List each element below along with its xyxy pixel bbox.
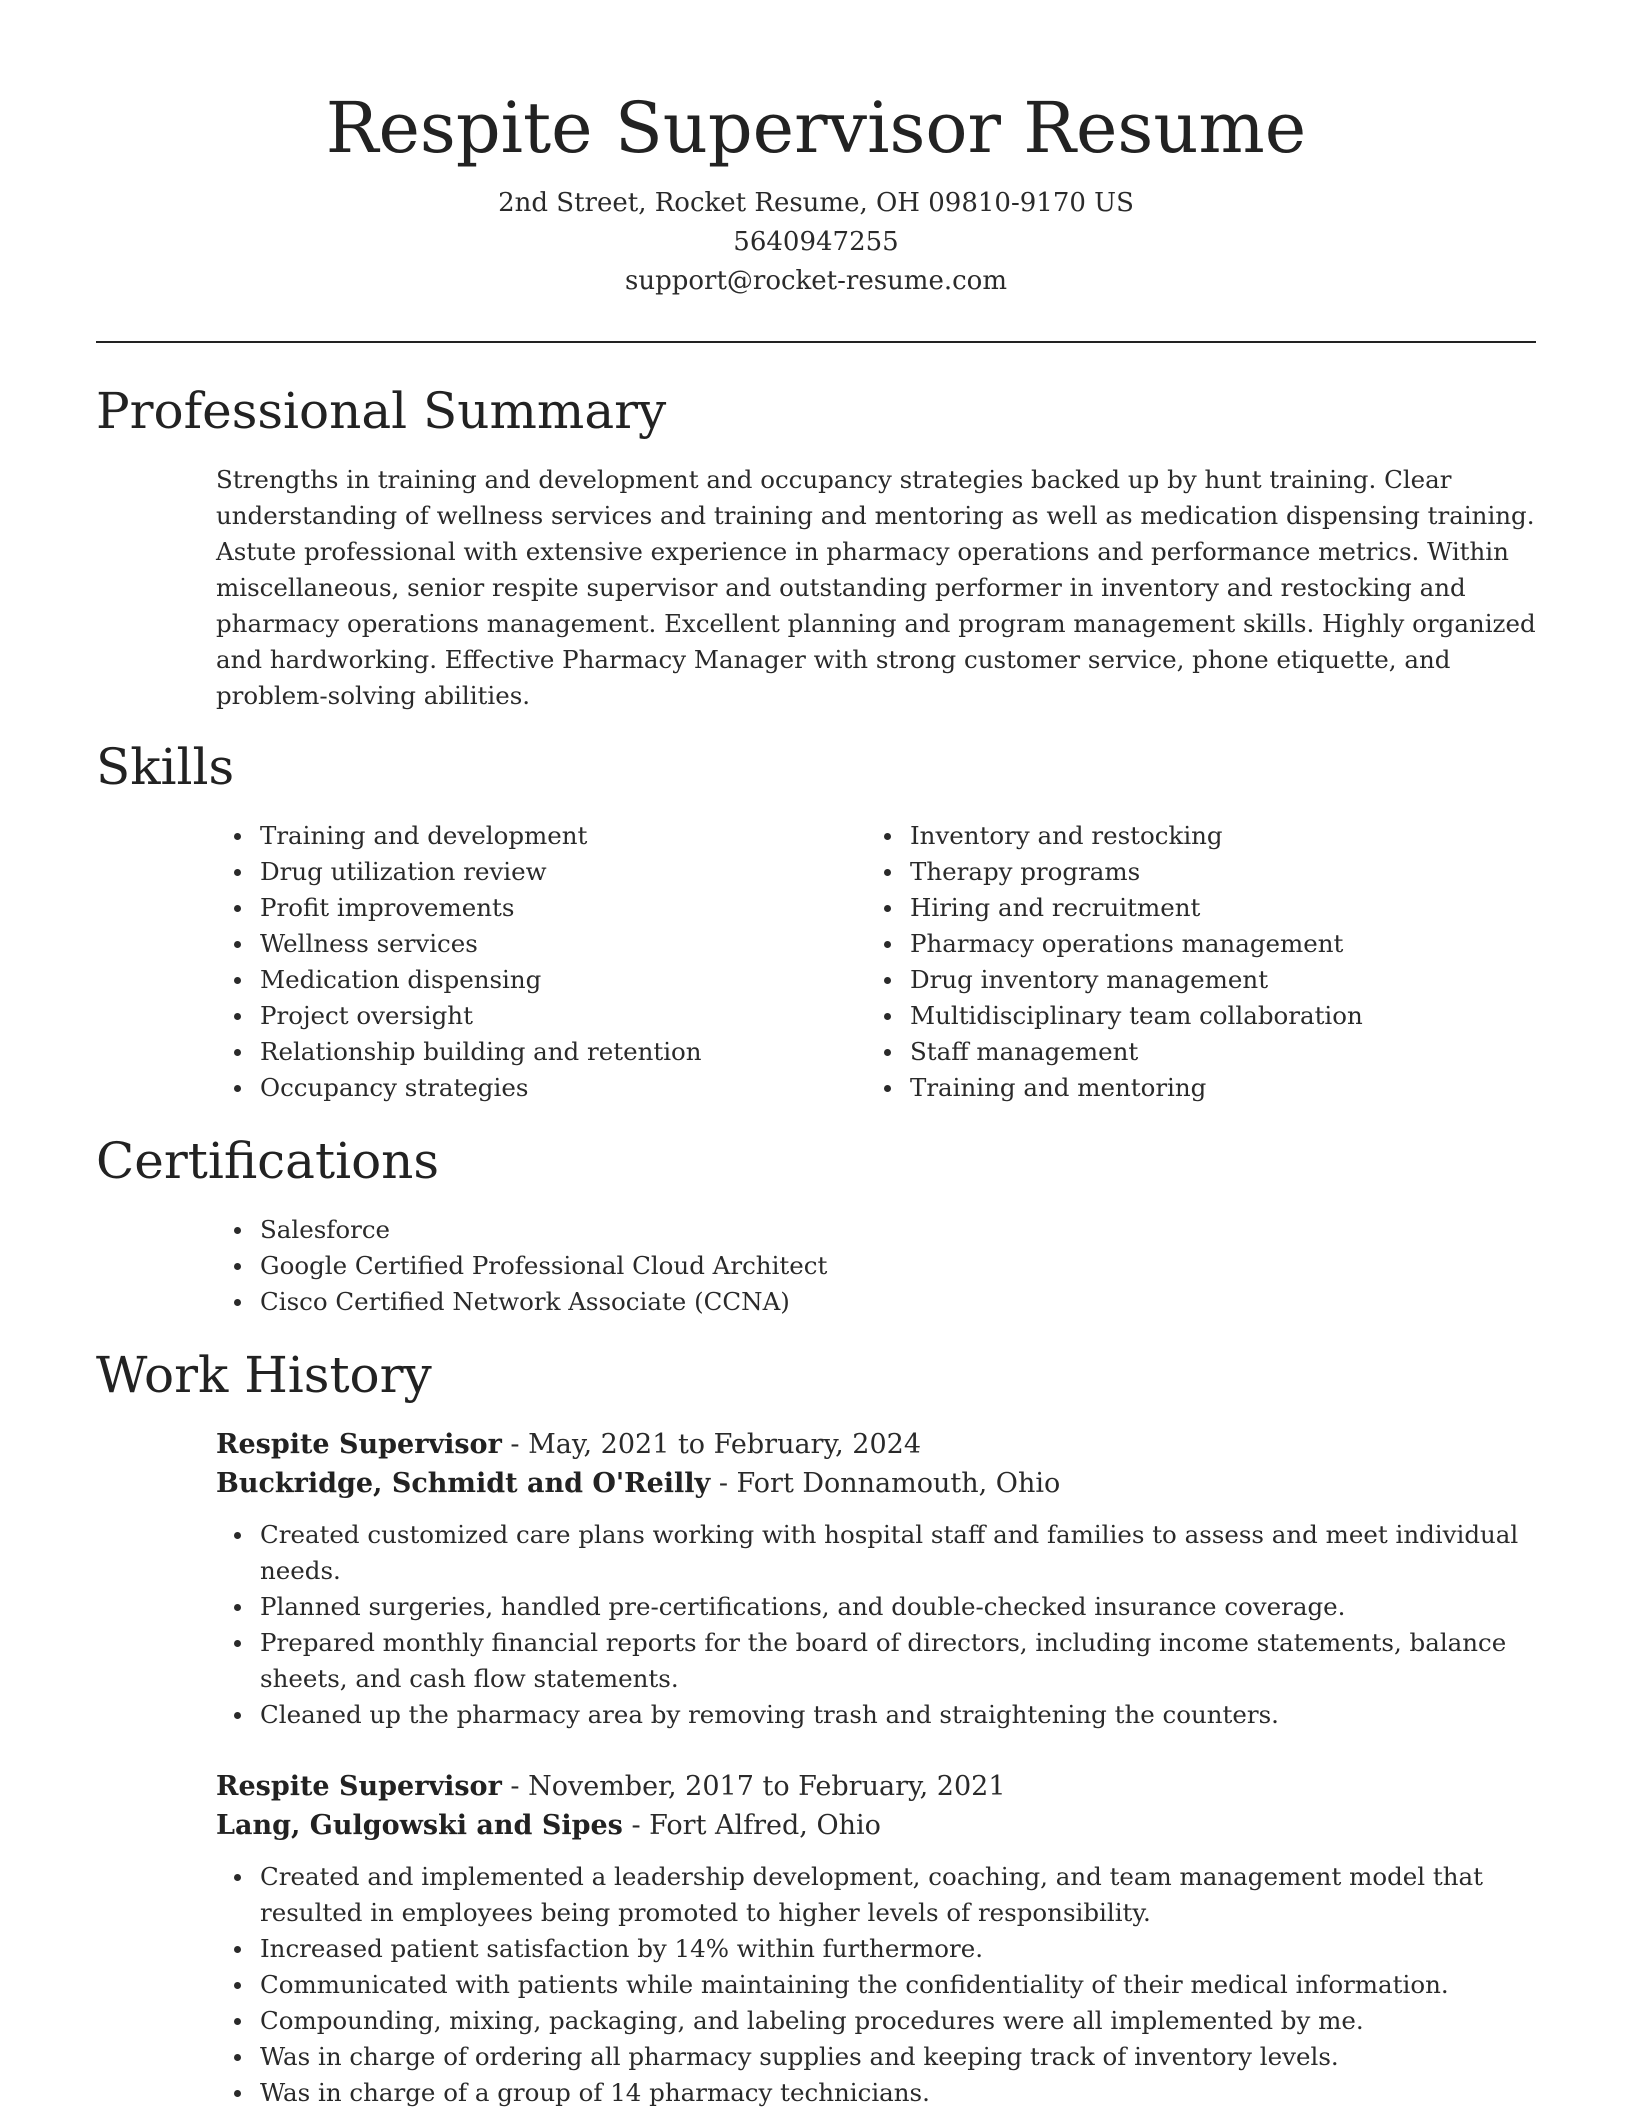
skills-list-right: [866, 818, 1526, 1106]
resume-header: [96, 82, 1536, 301]
skill-item: Wellness services: [216, 926, 856, 962]
contact-info: [96, 184, 1536, 301]
work-history-heading: Work History: [96, 1346, 432, 1404]
job-company: Lang, Gulgowski and Sipes: [216, 1810, 623, 1841]
skill-item: Multidisciplinary team collaboration: [866, 998, 1526, 1034]
job-location: - Fort Alfred, Ohio: [622, 1810, 881, 1841]
job-dates: - May, 2021 to February, 2024: [501, 1429, 922, 1460]
skill-item: Inventory and restocking: [866, 818, 1526, 854]
skill-item: Pharmacy operations management: [866, 926, 1526, 962]
job-dates: - November, 2017 to February, 2021: [501, 1771, 1006, 1802]
contact-address: 2nd Street, Rocket Resume, OH 09810-9170 US: [498, 188, 1134, 218]
skill-item: Project oversight: [216, 998, 856, 1034]
job-duty: Was in charge of ordering all pharmacy supplies and keeping track of inventory levels.: [216, 2039, 1536, 2075]
job-duty: Prepared monthly financial reports for the board of directors, including income statements, balance sheets, and cash flow statements.: [216, 1625, 1536, 1697]
job-duties-list: [216, 1517, 1536, 1733]
certifications-heading: Certifications: [96, 1132, 440, 1190]
skill-item: Drug utilization review: [216, 854, 856, 890]
job-duty: Cleaned up the pharmacy area by removing trash and straightening the counters.: [216, 1697, 1536, 1733]
skill-item: Therapy programs: [866, 854, 1526, 890]
skill-item: Hiring and recruitment: [866, 890, 1526, 926]
contact-phone: 5640947255: [733, 227, 899, 257]
summary-text: Strengths in training and development and occupancy strategies backed up by hunt training. Clear understanding of wellness services and training and mentoring as well as medication dispensing training. Astute professional with extensive experience in pharmacy operations and performance metrics. Within miscellaneous, senior respite supervisor and outstanding performer in inventory and restocking and pharmacy operations management. Excellent planning and program management skills. Highly organized and hardworking. Effective Pharmacy Manager with strong customer service, phone etiquette, and problem-solving abilities.: [216, 465, 1536, 710]
skill-item: Drug inventory management: [866, 962, 1526, 998]
job-company-line: [216, 1464, 1536, 1503]
job-duty: Compounding, mixing, packaging, and labeling procedures were all implemented by me.: [216, 2003, 1536, 2039]
skill-item: Training and development: [216, 818, 856, 854]
job-title: Respite Supervisor: [216, 1771, 502, 1802]
certification-item: Google Certified Professional Cloud Architect: [216, 1248, 1536, 1284]
job-title-line: [216, 1425, 1536, 1464]
skill-item: Medication dispensing: [216, 962, 856, 998]
job-duty: Created and implemented a leadership development, coaching, and team management model that resulted in employees being promoted to higher levels of responsibility.: [216, 1859, 1536, 1931]
skill-item: Occupancy strategies: [216, 1070, 856, 1106]
job-title: Respite Supervisor: [216, 1429, 502, 1460]
skill-item: Training and mentoring: [866, 1070, 1526, 1106]
skills-list-left: [216, 818, 856, 1106]
resume-name: Respite Supervisor Resume: [325, 87, 1307, 169]
summary-heading: Professional Summary: [96, 382, 667, 440]
job-title-line: [216, 1767, 1536, 1806]
job-duties-list: [216, 1859, 1536, 2111]
certifications-list: [216, 1212, 1536, 1320]
job-duty: Created customized care plans working with hospital staff and families to assess and meet individual needs.: [216, 1517, 1536, 1589]
job-company: Buckridge, Schmidt and O'Reilly: [216, 1468, 711, 1499]
job-company-line: [216, 1806, 1536, 1845]
certification-item: Salesforce: [216, 1212, 1536, 1248]
contact-email: support@rocket-resume.com: [624, 266, 1007, 296]
job-duty: Was in charge of a group of 14 pharmacy technicians.: [216, 2075, 1536, 2111]
job-duty: Planned surgeries, handled pre-certifications, and double-checked insurance coverage.: [216, 1589, 1536, 1625]
job-location: - Fort Donnamouth, Ohio: [710, 1468, 1061, 1499]
job-entry: [216, 1767, 1536, 2111]
skill-item: Staff management: [866, 1034, 1526, 1070]
job-entry: [216, 1425, 1536, 1733]
skill-item: Profit improvements: [216, 890, 856, 926]
skills-heading: Skills: [96, 738, 235, 796]
certification-item: Cisco Certified Network Associate (CCNA): [216, 1284, 1536, 1320]
job-duty: Increased patient satisfaction by 14% within furthermore.: [216, 1931, 1536, 1967]
skill-item: Relationship building and retention: [216, 1034, 856, 1070]
job-duty: Communicated with patients while maintaining the confidentiality of their medical information.: [216, 1967, 1536, 2003]
header-divider: [96, 341, 1536, 343]
